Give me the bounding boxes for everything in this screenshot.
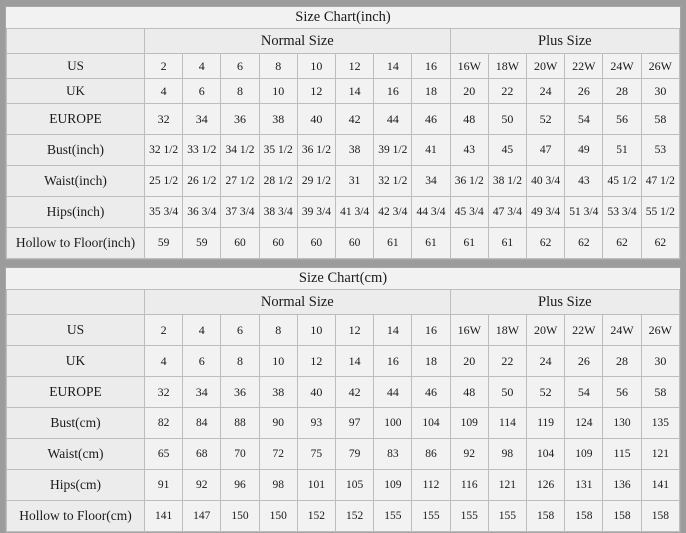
group-header-plus-size: Plus Size bbox=[450, 29, 679, 54]
table-row bbox=[7, 439, 680, 470]
cell: 38 3/4 bbox=[259, 197, 297, 228]
cell: 26 bbox=[565, 79, 603, 104]
cell: 41 3/4 bbox=[336, 197, 374, 228]
cell: 88 bbox=[221, 408, 259, 439]
cell: 79 bbox=[336, 439, 374, 470]
chart-title-row bbox=[7, 268, 680, 290]
cell: 31 bbox=[336, 166, 374, 197]
cell: 4 bbox=[145, 346, 183, 377]
cell: 18W bbox=[488, 315, 526, 346]
table-row bbox=[7, 377, 680, 408]
group-header-normal-size: Normal Size bbox=[145, 290, 451, 315]
cell: 6 bbox=[183, 346, 221, 377]
cell: 72 bbox=[259, 439, 297, 470]
cell: 36 1/2 bbox=[450, 166, 488, 197]
cell: 152 bbox=[297, 501, 335, 532]
size-chart-cm-table bbox=[6, 268, 680, 532]
cell: 121 bbox=[641, 439, 679, 470]
cell: 59 bbox=[183, 228, 221, 259]
cell: 45 bbox=[488, 135, 526, 166]
cell: 109 bbox=[374, 470, 412, 501]
cell: 20W bbox=[527, 54, 565, 79]
cell: 49 3/4 bbox=[527, 197, 565, 228]
cell: 46 bbox=[412, 377, 450, 408]
cell: 16 bbox=[374, 346, 412, 377]
chart-group-header-row bbox=[7, 29, 680, 54]
cell: 16 bbox=[412, 54, 450, 79]
cell: 136 bbox=[603, 470, 641, 501]
cell: 16W bbox=[450, 315, 488, 346]
cell: 42 bbox=[336, 104, 374, 135]
cell: 59 bbox=[145, 228, 183, 259]
cell: 32 1/2 bbox=[374, 166, 412, 197]
cell: 45 3/4 bbox=[450, 197, 488, 228]
cell: 6 bbox=[221, 315, 259, 346]
cell: 98 bbox=[488, 439, 526, 470]
cell: 52 bbox=[527, 104, 565, 135]
cell: 104 bbox=[527, 439, 565, 470]
cell: 47 1/2 bbox=[641, 166, 679, 197]
cell: 26W bbox=[641, 315, 679, 346]
cell: 54 bbox=[565, 377, 603, 408]
cell: 14 bbox=[374, 315, 412, 346]
cell: 10 bbox=[259, 346, 297, 377]
cell: 20 bbox=[450, 346, 488, 377]
row-label: Bust(inch) bbox=[7, 135, 145, 166]
cell: 12 bbox=[297, 79, 335, 104]
cell: 158 bbox=[641, 501, 679, 532]
cell: 155 bbox=[412, 501, 450, 532]
row-label: Waist(inch) bbox=[7, 166, 145, 197]
cell: 18W bbox=[488, 54, 526, 79]
cell: 40 3/4 bbox=[527, 166, 565, 197]
cell: 158 bbox=[527, 501, 565, 532]
cell: 28 bbox=[603, 79, 641, 104]
cell: 6 bbox=[221, 54, 259, 79]
table-row bbox=[7, 470, 680, 501]
row-label: EUROPE bbox=[7, 104, 145, 135]
cell: 119 bbox=[527, 408, 565, 439]
cell: 62 bbox=[565, 228, 603, 259]
cell: 20 bbox=[450, 79, 488, 104]
group-header-blank bbox=[7, 290, 145, 315]
cell: 100 bbox=[374, 408, 412, 439]
group-header-plus-size: Plus Size bbox=[450, 290, 679, 315]
cell: 158 bbox=[565, 501, 603, 532]
cell: 36 1/2 bbox=[297, 135, 335, 166]
cell: 40 bbox=[297, 377, 335, 408]
table-row bbox=[7, 79, 680, 104]
cell: 30 bbox=[641, 346, 679, 377]
table-row bbox=[7, 501, 680, 532]
cell: 44 bbox=[374, 377, 412, 408]
cell: 4 bbox=[183, 315, 221, 346]
table-row bbox=[7, 166, 680, 197]
cell: 33 1/2 bbox=[183, 135, 221, 166]
cell: 34 bbox=[183, 377, 221, 408]
cell: 61 bbox=[450, 228, 488, 259]
cell: 97 bbox=[336, 408, 374, 439]
size-chart-cm bbox=[5, 267, 681, 533]
cell: 150 bbox=[221, 501, 259, 532]
cell: 43 bbox=[450, 135, 488, 166]
row-label: Bust(cm) bbox=[7, 408, 145, 439]
cell: 22W bbox=[565, 315, 603, 346]
cell: 135 bbox=[641, 408, 679, 439]
cell: 25 1/2 bbox=[145, 166, 183, 197]
cell: 141 bbox=[641, 470, 679, 501]
cell: 115 bbox=[603, 439, 641, 470]
cell: 14 bbox=[336, 346, 374, 377]
row-label: Hips(inch) bbox=[7, 197, 145, 228]
table-row bbox=[7, 228, 680, 259]
cell: 16 bbox=[374, 79, 412, 104]
cell: 16W bbox=[450, 54, 488, 79]
cell: 56 bbox=[603, 377, 641, 408]
chart-group-header-row bbox=[7, 290, 680, 315]
cell: 28 bbox=[603, 346, 641, 377]
table-row bbox=[7, 104, 680, 135]
cell: 27 1/2 bbox=[221, 166, 259, 197]
cell: 65 bbox=[145, 439, 183, 470]
row-label: UK bbox=[7, 346, 145, 377]
cell: 92 bbox=[183, 470, 221, 501]
cell: 61 bbox=[374, 228, 412, 259]
cell: 46 bbox=[412, 104, 450, 135]
table-row bbox=[7, 315, 680, 346]
cell: 16 bbox=[412, 315, 450, 346]
cell: 42 bbox=[336, 377, 374, 408]
cell: 96 bbox=[221, 470, 259, 501]
table-row bbox=[7, 54, 680, 79]
cell: 36 bbox=[221, 104, 259, 135]
cell: 92 bbox=[450, 439, 488, 470]
row-label: Hollow to Floor(cm) bbox=[7, 501, 145, 532]
cell: 112 bbox=[412, 470, 450, 501]
table-row bbox=[7, 408, 680, 439]
cell: 35 1/2 bbox=[259, 135, 297, 166]
cell: 62 bbox=[641, 228, 679, 259]
cell: 101 bbox=[297, 470, 335, 501]
cell: 36 bbox=[221, 377, 259, 408]
cell: 124 bbox=[565, 408, 603, 439]
cell: 158 bbox=[603, 501, 641, 532]
cell: 39 1/2 bbox=[374, 135, 412, 166]
cell: 38 bbox=[259, 104, 297, 135]
cell: 131 bbox=[565, 470, 603, 501]
row-label: Hollow to Floor(inch) bbox=[7, 228, 145, 259]
cell: 12 bbox=[336, 315, 374, 346]
row-label: Waist(cm) bbox=[7, 439, 145, 470]
cell: 30 bbox=[641, 79, 679, 104]
cell: 47 3/4 bbox=[488, 197, 526, 228]
cell: 82 bbox=[145, 408, 183, 439]
cell: 8 bbox=[259, 315, 297, 346]
cell: 155 bbox=[374, 501, 412, 532]
row-label: UK bbox=[7, 79, 145, 104]
size-chart-inch-table bbox=[6, 7, 680, 259]
cell: 60 bbox=[297, 228, 335, 259]
cell: 93 bbox=[297, 408, 335, 439]
cell: 34 bbox=[183, 104, 221, 135]
cell: 14 bbox=[374, 54, 412, 79]
cell: 34 1/2 bbox=[221, 135, 259, 166]
cell: 150 bbox=[259, 501, 297, 532]
chart-title: Size Chart(cm) bbox=[7, 268, 680, 290]
cell: 104 bbox=[412, 408, 450, 439]
cell: 58 bbox=[641, 377, 679, 408]
row-label: Hips(cm) bbox=[7, 470, 145, 501]
cell: 18 bbox=[412, 346, 450, 377]
cell: 26 bbox=[565, 346, 603, 377]
cell: 40 bbox=[297, 104, 335, 135]
cell: 48 bbox=[450, 377, 488, 408]
cell: 45 1/2 bbox=[603, 166, 641, 197]
cell: 38 1/2 bbox=[488, 166, 526, 197]
cell: 4 bbox=[145, 79, 183, 104]
cell: 152 bbox=[336, 501, 374, 532]
cell: 26 1/2 bbox=[183, 166, 221, 197]
cell: 109 bbox=[565, 439, 603, 470]
cell: 34 bbox=[412, 166, 450, 197]
cell: 68 bbox=[183, 439, 221, 470]
cell: 4 bbox=[183, 54, 221, 79]
row-label: EUROPE bbox=[7, 377, 145, 408]
cell: 10 bbox=[297, 315, 335, 346]
cell: 32 1/2 bbox=[145, 135, 183, 166]
cell: 83 bbox=[374, 439, 412, 470]
cell: 10 bbox=[297, 54, 335, 79]
cell: 50 bbox=[488, 104, 526, 135]
cell: 55 1/2 bbox=[641, 197, 679, 228]
cell: 75 bbox=[297, 439, 335, 470]
cell: 18 bbox=[412, 79, 450, 104]
cell: 58 bbox=[641, 104, 679, 135]
cell: 109 bbox=[450, 408, 488, 439]
cell: 60 bbox=[221, 228, 259, 259]
cell: 8 bbox=[259, 54, 297, 79]
cell: 60 bbox=[259, 228, 297, 259]
cell: 28 1/2 bbox=[259, 166, 297, 197]
cell: 155 bbox=[488, 501, 526, 532]
cell: 90 bbox=[259, 408, 297, 439]
cell: 53 bbox=[641, 135, 679, 166]
cell: 2 bbox=[145, 54, 183, 79]
cell: 147 bbox=[183, 501, 221, 532]
cell: 84 bbox=[183, 408, 221, 439]
cell: 2 bbox=[145, 315, 183, 346]
cell: 86 bbox=[412, 439, 450, 470]
cell: 22W bbox=[565, 54, 603, 79]
table-row bbox=[7, 135, 680, 166]
cell: 51 3/4 bbox=[565, 197, 603, 228]
cell: 130 bbox=[603, 408, 641, 439]
cell: 32 bbox=[145, 377, 183, 408]
cell: 20W bbox=[527, 315, 565, 346]
group-header-blank bbox=[7, 29, 145, 54]
cell: 91 bbox=[145, 470, 183, 501]
chart-title-row bbox=[7, 7, 680, 29]
cell: 121 bbox=[488, 470, 526, 501]
cell: 61 bbox=[488, 228, 526, 259]
cell: 47 bbox=[527, 135, 565, 166]
cell: 52 bbox=[527, 377, 565, 408]
cell: 60 bbox=[336, 228, 374, 259]
cell: 114 bbox=[488, 408, 526, 439]
cell: 29 1/2 bbox=[297, 166, 335, 197]
cell: 70 bbox=[221, 439, 259, 470]
cell: 12 bbox=[336, 54, 374, 79]
chart-title: Size Chart(inch) bbox=[7, 7, 680, 29]
cell: 105 bbox=[336, 470, 374, 501]
cell: 44 3/4 bbox=[412, 197, 450, 228]
cell: 32 bbox=[145, 104, 183, 135]
cell: 62 bbox=[603, 228, 641, 259]
table-row bbox=[7, 197, 680, 228]
cell: 12 bbox=[297, 346, 335, 377]
cell: 24W bbox=[603, 315, 641, 346]
cell: 38 bbox=[336, 135, 374, 166]
cell: 54 bbox=[565, 104, 603, 135]
cell: 141 bbox=[145, 501, 183, 532]
cell: 98 bbox=[259, 470, 297, 501]
cell: 56 bbox=[603, 104, 641, 135]
size-chart-inch bbox=[5, 6, 681, 260]
cell: 42 3/4 bbox=[374, 197, 412, 228]
cell: 36 3/4 bbox=[183, 197, 221, 228]
cell: 14 bbox=[336, 79, 374, 104]
cell: 43 bbox=[565, 166, 603, 197]
cell: 37 3/4 bbox=[221, 197, 259, 228]
cell: 8 bbox=[221, 79, 259, 104]
cell: 24 bbox=[527, 79, 565, 104]
cell: 8 bbox=[221, 346, 259, 377]
table-row bbox=[7, 346, 680, 377]
cell: 26W bbox=[641, 54, 679, 79]
cell: 22 bbox=[488, 79, 526, 104]
cell: 51 bbox=[603, 135, 641, 166]
cell: 61 bbox=[412, 228, 450, 259]
cell: 155 bbox=[450, 501, 488, 532]
cell: 49 bbox=[565, 135, 603, 166]
cell: 24W bbox=[603, 54, 641, 79]
group-header-normal-size: Normal Size bbox=[145, 29, 451, 54]
cell: 62 bbox=[527, 228, 565, 259]
cell: 53 3/4 bbox=[603, 197, 641, 228]
row-label: US bbox=[7, 54, 145, 79]
cell: 24 bbox=[527, 346, 565, 377]
cell: 126 bbox=[527, 470, 565, 501]
cell: 22 bbox=[488, 346, 526, 377]
cell: 39 3/4 bbox=[297, 197, 335, 228]
row-label: US bbox=[7, 315, 145, 346]
cell: 41 bbox=[412, 135, 450, 166]
cell: 6 bbox=[183, 79, 221, 104]
cell: 38 bbox=[259, 377, 297, 408]
cell: 50 bbox=[488, 377, 526, 408]
cell: 10 bbox=[259, 79, 297, 104]
cell: 116 bbox=[450, 470, 488, 501]
cell: 44 bbox=[374, 104, 412, 135]
cell: 48 bbox=[450, 104, 488, 135]
cell: 35 3/4 bbox=[145, 197, 183, 228]
